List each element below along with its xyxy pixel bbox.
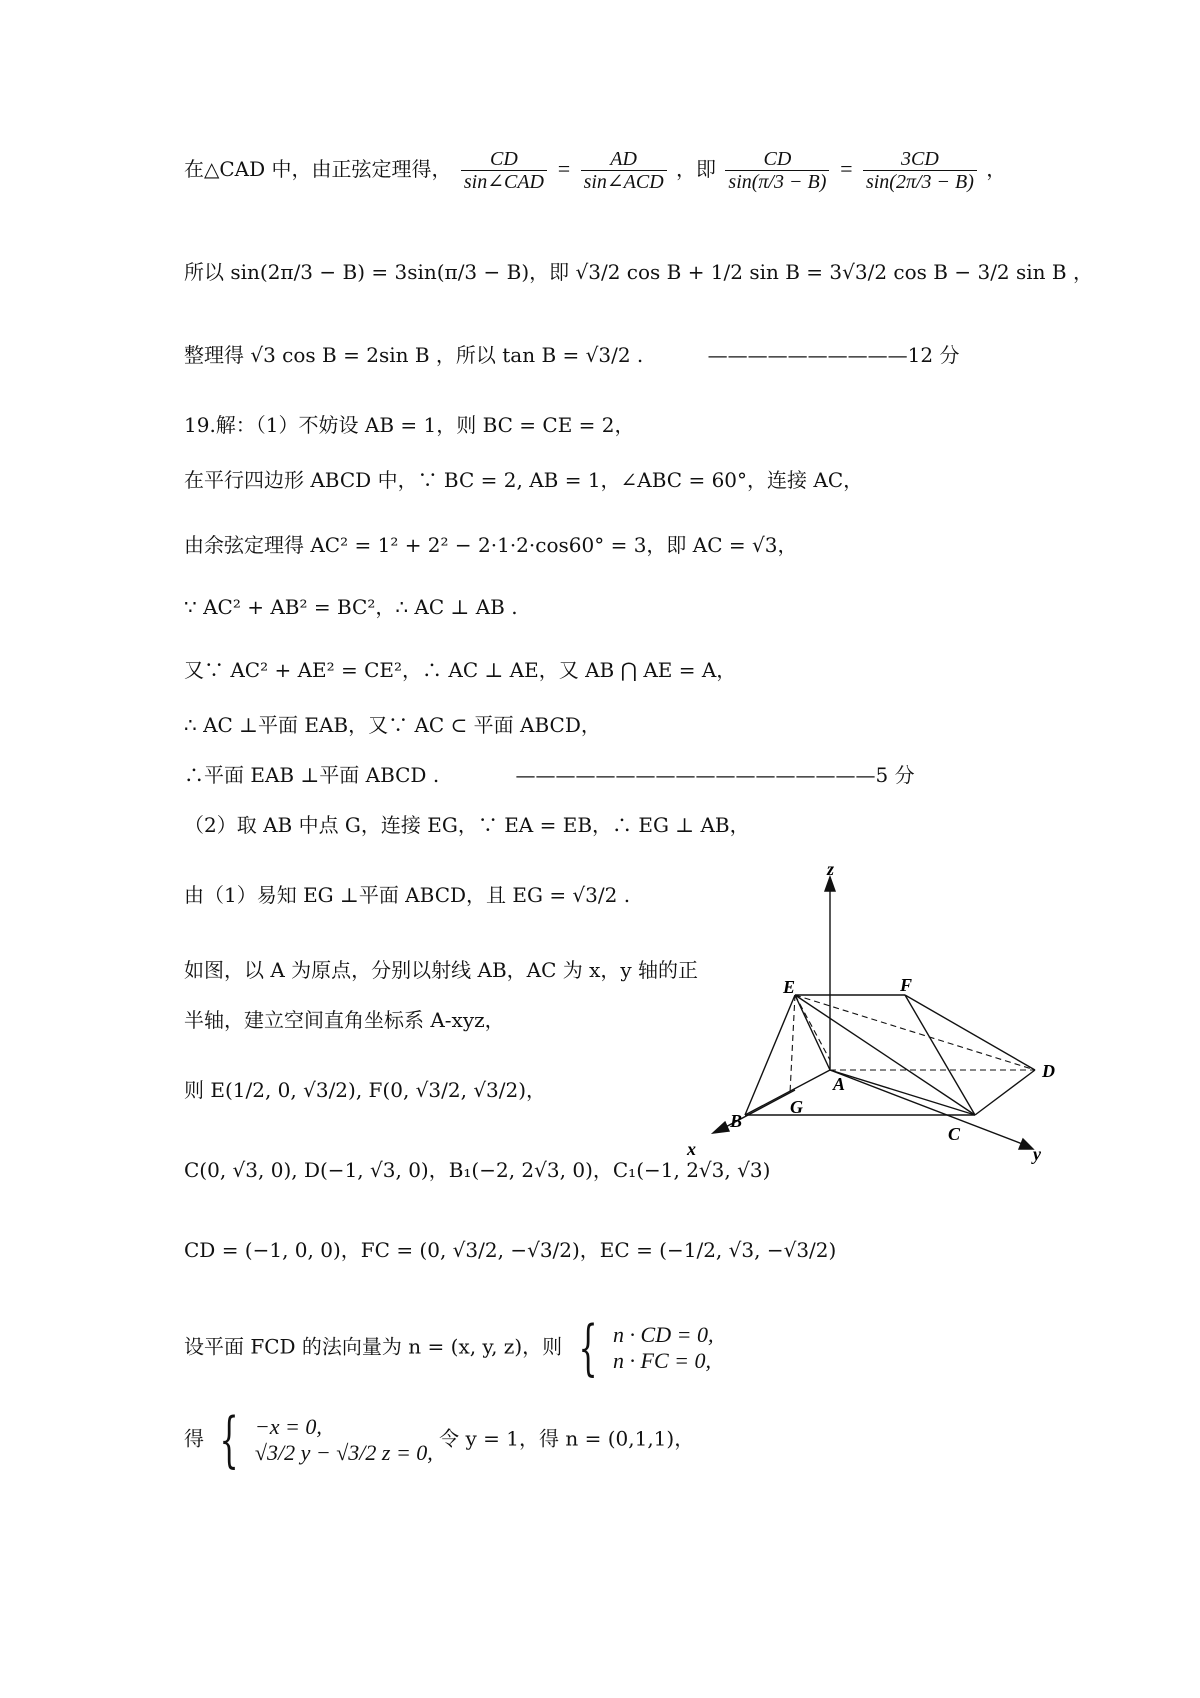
text: 如图，以 A 为原点，分别以射线 AB，AC 为 x，y 轴的正 (184, 958, 699, 982)
text: 由余弦定理得 AC² = 1² + 2² − 2·1·2·cos60° = 3，即 AC = √3， (184, 533, 798, 557)
text: ∴平面 EAB ⊥平面 ABCD . (184, 763, 440, 787)
text: ，即 (676, 157, 717, 181)
label-D: D (1042, 1061, 1055, 1081)
x-arrowhead (713, 1122, 729, 1133)
part2-line (184, 815, 750, 835)
edge-AB (745, 1070, 830, 1115)
equation: n · FC = 0, (613, 1348, 712, 1373)
text: C(0, √3, 0), D(−1, √3, 0)，B₁(−2, 2√3, 0)，C₁(−1, 2√3, √3) (184, 1158, 771, 1182)
dashed-ED (795, 995, 1035, 1070)
part2-line (184, 885, 630, 905)
text: 则 E(1/2, 0, √3/2), F(0, √3/2, √3/2)， (184, 1078, 547, 1102)
left-brace: { (219, 1405, 239, 1475)
dashed-EG (790, 995, 795, 1093)
label-F: F (900, 975, 913, 995)
label-E: E (783, 977, 796, 997)
text: （2）取 AB 中点 G，连接 EG，∵ EA = EB，∴ EG ⊥ AB， (184, 813, 750, 837)
denominator: sin(2π/3 − B) (865, 171, 974, 193)
numerator: 3CD (863, 148, 977, 171)
text: 由（1）易知 EG ⊥平面 ABCD，且 EG = √3/2 . (184, 883, 631, 907)
equation: √3/2 y − √3/2 z = 0, (254, 1440, 433, 1465)
numerator: CD (725, 148, 829, 171)
z-arrowhead (825, 877, 835, 891)
label-G: G (790, 1097, 803, 1117)
edge-EC (795, 995, 975, 1115)
text: 19.解：（1）不妨设 AB = 1，则 BC = CE = 2， (184, 413, 635, 437)
edge-CD (975, 1070, 1035, 1115)
part2-line (184, 1010, 505, 1030)
geometry-figure (687, 859, 1150, 1165)
solve-line (184, 1405, 695, 1475)
fraction (581, 148, 667, 193)
text: CD = (−1, 0, 0)，FC = (0, √3/2, −√3/2)，EC = (−1/2, √3, −√3/2) (184, 1238, 837, 1262)
text: 半轴，建立空间直角坐标系 A-xyz， (184, 1008, 505, 1032)
text: 在平行四边形 ABCD 中，∵ BC = 2, AB = 1，∠ABC = 60°，连接 AC， (184, 468, 864, 492)
proof-line (184, 660, 736, 680)
edge-FD (905, 995, 1035, 1070)
equation-system (613, 1322, 713, 1374)
q19-heading (184, 415, 635, 435)
proof-line (184, 535, 797, 555)
text: 又∵ AC² + AE² = CE²，∴ AC ⊥ AE，又 AB ⋂ AE = A， (184, 658, 737, 682)
text: 在△CAD 中，由正弦定理得， (184, 157, 452, 181)
numerator: AD (581, 148, 667, 171)
sine-equation-line (184, 262, 1093, 282)
label-y: y (1033, 1144, 1041, 1164)
score-marker: ——————————12 分 (707, 343, 960, 367)
label-z: z (827, 859, 835, 879)
label-B: B (730, 1111, 743, 1131)
proof-line (184, 470, 863, 490)
vectors-line (184, 1240, 836, 1260)
coordinates-line (184, 1080, 546, 1100)
law-of-sines-line (184, 148, 1006, 193)
text: 令 y = 1，得 n = (0,1,1)， (439, 1426, 695, 1451)
denominator: sin∠ACD (583, 171, 664, 193)
equation: n · CD = 0, (613, 1322, 714, 1347)
text: 所以 sin(2π/3 − B) = 3sin(π/3 − B)，即 √3/2 cos B + 1/2 sin B = 3√3/2 cos B − 3/2 sin B ， (184, 260, 1093, 284)
fraction (461, 148, 547, 193)
text: ∵ AC² + AB² = BC²，∴ AC ⊥ AB . (184, 595, 518, 619)
score-marker: ——————————————————5 分 (515, 763, 915, 787)
left-brace: { (578, 1313, 598, 1383)
label-C: C (948, 1124, 961, 1144)
text: ， (986, 157, 1007, 181)
y-arrowhead (1019, 1139, 1033, 1149)
edge-EB (745, 995, 795, 1115)
fraction (863, 148, 977, 193)
numerator: CD (461, 148, 547, 171)
coordinates-line (184, 1160, 770, 1180)
equation: −x = 0, (254, 1414, 322, 1439)
text: 得 (184, 1426, 204, 1451)
fraction (725, 148, 829, 193)
denominator: sin∠CAD (463, 171, 544, 193)
y-axis (830, 1070, 1025, 1145)
normal-vector-line (184, 1313, 714, 1383)
equals: = (556, 156, 572, 181)
label-A: A (833, 1074, 846, 1094)
text: 设平面 FCD 的法向量为 n = (x, y, z)，则 (184, 1334, 563, 1359)
part2-line (184, 960, 698, 980)
denominator: sin(π/3 − B) (728, 171, 827, 193)
text: 整理得 √3 cos B = 2sin B ，所以 tan B = √3/2 . (184, 343, 644, 367)
equals: = (838, 156, 854, 181)
text: ∴ AC ⊥平面 EAB，又∵ AC ⊂ 平面 ABCD， (184, 713, 601, 737)
proof-line (184, 715, 601, 735)
proof-line (184, 597, 518, 617)
label-x: x (687, 1139, 696, 1159)
tan-result-line (184, 345, 959, 365)
proof-line (184, 765, 915, 785)
equation-system (255, 1414, 433, 1466)
